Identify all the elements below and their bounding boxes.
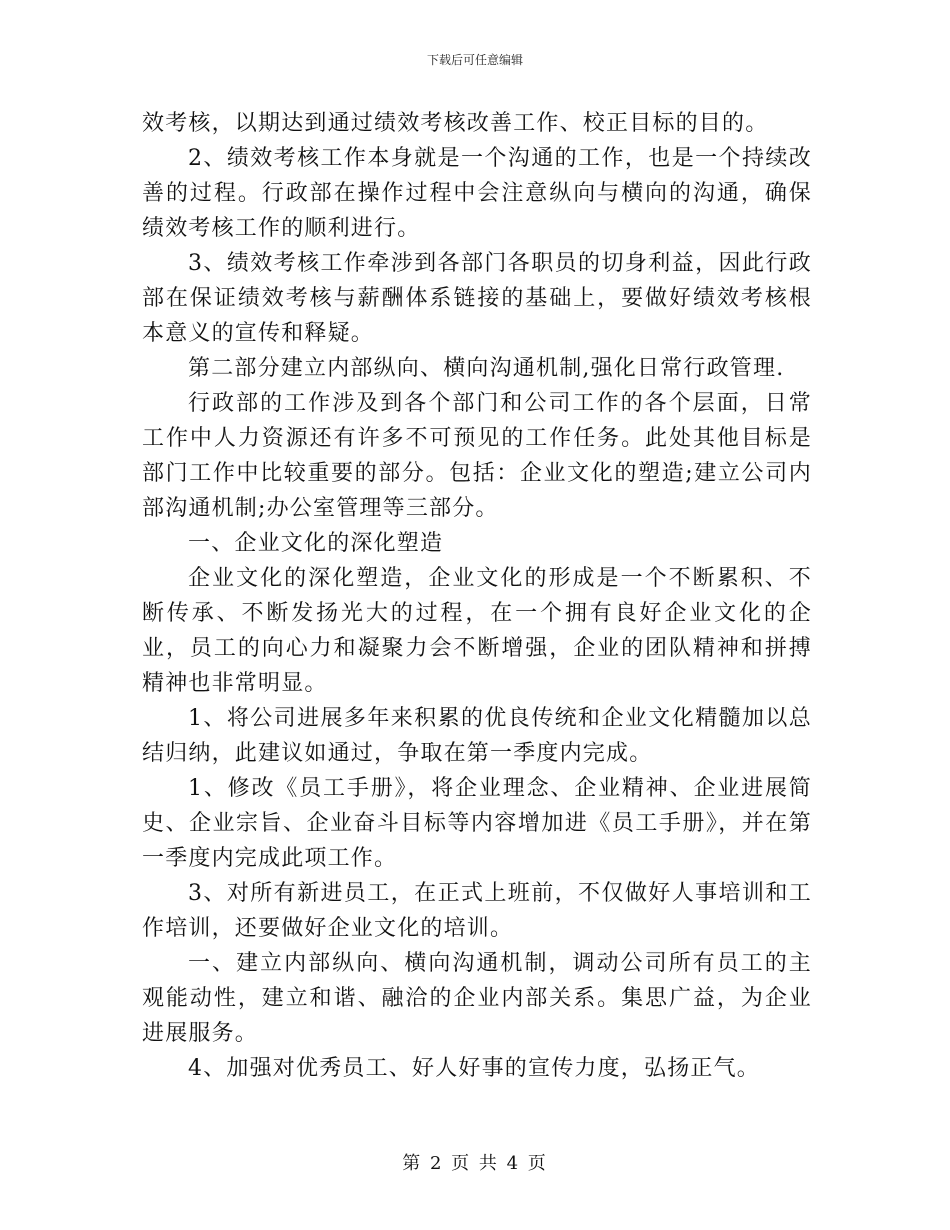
paragraph-3: 3、绩效考核工作牵涉到各部门各职员的切身利益，因此行政部在保证绩效考核与薪酬体系链接的基础上，要做好绩效考核根本意义的宣传和释疑。 xyxy=(142,251,812,346)
document-body xyxy=(142,106,812,1086)
paragraph-7: 企业文化的深化塑造，企业文化的形成是一个不断累积、不断传承、不断发扬光大的过程，在一个拥有良好企业文化的企业，员工的向心力和凝聚力会不断增强，企业的团队精神和拼搏精神也非常明显。 xyxy=(142,566,812,696)
paragraph-1: 效考核，以期达到通过绩效考核改善工作、校正目标的目的。 xyxy=(142,111,769,136)
paragraph-11: 一、建立内部纵向、横向沟通机制，调动公司所有员工的主观能动性，建立和谐、融洽的企业内部关系。集思广益，为企业进展服务。 xyxy=(142,951,812,1046)
paragraph-2: 2、绩效考核工作本身就是一个沟通的工作，也是一个持续改善的过程。行政部在操作过程中会注意纵向与横向的沟通，确保绩效考核工作的顺利进行。 xyxy=(142,146,812,241)
page-header: 下载后可任意编辑 xyxy=(426,53,523,67)
paragraph-5: 行政部的工作涉及到各个部门和公司工作的各个层面，日常工作中人力资源还有许多不可预见的工作任务。此处其他目标是部门工作中比较重要的部分。包括：企业文化的塑造;建立公司内部沟通机制;办公室管理等三部分。 xyxy=(142,391,812,521)
section-heading-corporate-culture: 一、企业文化的深化塑造 xyxy=(188,531,444,556)
section-heading-part-two: 第二部分建立内部纵向、横向沟通机制,强化日常行政管理. xyxy=(188,356,785,381)
paragraph-12: 4、加强对优秀员工、好人好事的宣传力度，弘扬正气。 xyxy=(188,1056,760,1081)
paragraph-8: 1、将公司进展多年来积累的优良传统和企业文化精髓加以总结归纳，此建议如通过，争取在第一季度内完成。 xyxy=(142,706,812,766)
paragraph-9: 1、修改《员工手册》，将企业理念、企业精神、企业进展简史、企业宗旨、企业奋斗目标等内容增加进《员工手册》，并在第一季度内完成此项工作。 xyxy=(142,776,812,871)
page-footer: 第 2 页 共 4 页 xyxy=(402,1153,548,1174)
paragraph-10: 3、对所有新进员工，在正式上班前，不仅做好人事培训和工作培训，还要做好企业文化的培训。 xyxy=(142,881,812,941)
